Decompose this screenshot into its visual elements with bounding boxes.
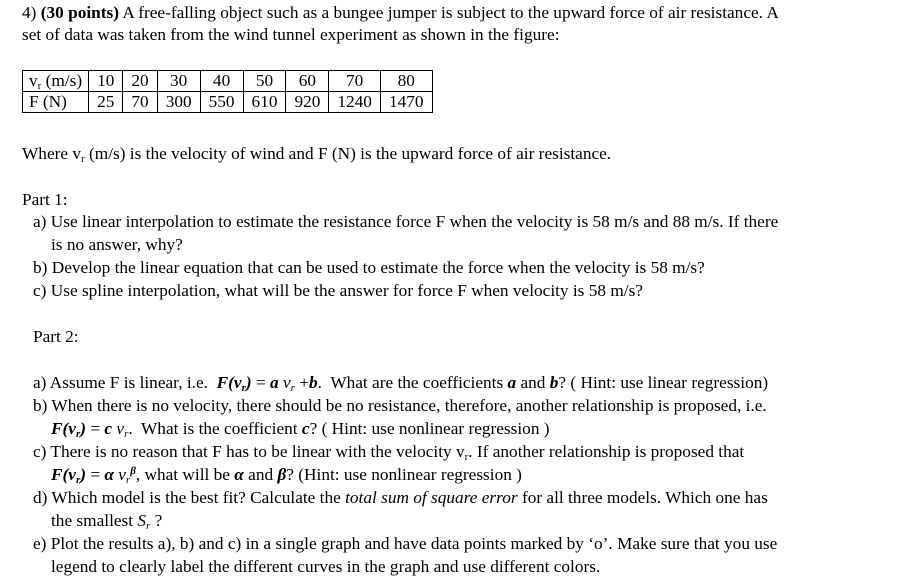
- table-cell: 920: [286, 92, 329, 113]
- table-cell: 20: [123, 71, 157, 92]
- part1-question-c: c) Use spline interpolation, what will be the answer for force F when velocity is 58 m/s?: [33, 281, 643, 300]
- part2-question-a: a) Assume F is linear, i.e. $F(v_r) = a$ $v_r +b$. What are the coefficients a and b? ( Hint: use linear regression): [33, 373, 769, 394]
- part2-question-c-line1: c) There is no reason that F has to be linear with the velocity $v_r$. If another relationship is proposed that: [33, 442, 745, 463]
- wind-tunnel-data-table: [22, 70, 433, 113]
- table-cell: 300: [157, 92, 200, 113]
- part2-a-post: What are the coefficients: [330, 373, 504, 392]
- table-cell: 550: [200, 92, 243, 113]
- table-cell: 30: [157, 71, 200, 92]
- part2-title: Part 2:: [33, 327, 79, 346]
- variable-definition: Where $v_r$ (m/s) is the velocity of wind and F (N) is the upward force of air resistance.: [22, 144, 612, 165]
- part2-d-pre: d) Which model is the best fit? Calculate the: [33, 488, 341, 507]
- part1-question-a-line2: is no answer, why?: [51, 235, 183, 254]
- part2-d-emphasis: total sum of square error: [345, 488, 518, 507]
- table-cell: 40: [200, 71, 243, 92]
- row-label-velocity: $v_r$ (m/s): [23, 71, 89, 92]
- part2-a-hint: ? ( Hint: use linear regression): [558, 373, 769, 392]
- problem-intro-text: A free-falling object such as a bungee jumper is subject to the upward force of air resistance. A: [122, 3, 779, 22]
- table-cell: 50: [243, 71, 286, 92]
- table-cell: 25: [89, 92, 123, 113]
- table-row-force: [23, 92, 433, 113]
- table-cell: 70: [329, 71, 381, 92]
- part2-question-b-line1: b) When there is no velocity, there should be no resistance, therefore, another relationship is proposed, i.e.: [33, 396, 767, 415]
- part2-d-post: for all three models. Which one has: [521, 488, 768, 507]
- part2-d2-post: ?: [154, 511, 163, 530]
- part2-question-d-line2: the smallest $S_r$ ?: [51, 511, 163, 532]
- table-cell: 70: [123, 92, 157, 113]
- part2-question-e-line1: e) Plot the results a), b) and c) in a single graph and have data points marked by ‘o’. Make sure that you use: [33, 534, 778, 553]
- part2-b-hint: ? ( Hint: use nonlinear regression ): [309, 419, 550, 438]
- part2-d2-pre: the smallest: [51, 511, 134, 530]
- part2-question-d-line1: [33, 487, 768, 509]
- problem-number: 4): [22, 3, 37, 22]
- part2-c-mid: what will be: [144, 465, 230, 484]
- problem-intro-line2: set of data was taken from the wind tunnel experiment as shown in the figure:: [22, 25, 560, 44]
- problem-intro-line1: [22, 2, 779, 24]
- table-cell: 1470: [380, 92, 432, 113]
- part2-b-mid: What is the coefficient: [141, 419, 298, 438]
- part2-question-e-line2: legend to clearly label the different curves in the graph and use different colors.: [51, 557, 601, 576]
- problem-points: (30 points): [40, 3, 119, 22]
- table-cell: 80: [380, 71, 432, 92]
- part2-question-c-line2: $F(v_r) = \alpha$ $v_r^\beta$, what will be α and β? (Hint: use nonlinear regression ): [51, 465, 522, 486]
- part1-question-a-line1: a) Use linear interpolation to estimate the resistance force F when the velocity is 58 m/s and 88 m/s. If there: [33, 212, 779, 231]
- row-label-force: F (N): [23, 92, 89, 113]
- part2-c-hint: ? (Hint: use nonlinear regression ): [286, 465, 522, 484]
- table-cell: 1240: [329, 92, 381, 113]
- table-cell: 60: [286, 71, 329, 92]
- table-cell: 10: [89, 71, 123, 92]
- part1-question-b: b) Develop the linear equation that can be used to estimate the force when the velocity is 58 m/s?: [33, 258, 705, 277]
- part1-title: Part 1:: [22, 190, 68, 209]
- table-cell: 610: [243, 92, 286, 113]
- part2-a-pre: a) Assume F is linear, i.e.: [33, 373, 208, 392]
- table-row-velocity: [23, 71, 433, 92]
- part2-question-b-line2: $F(v_r) = c$ $v_r$. What is the coefficient c? ( Hint: use nonlinear regression ): [51, 419, 550, 440]
